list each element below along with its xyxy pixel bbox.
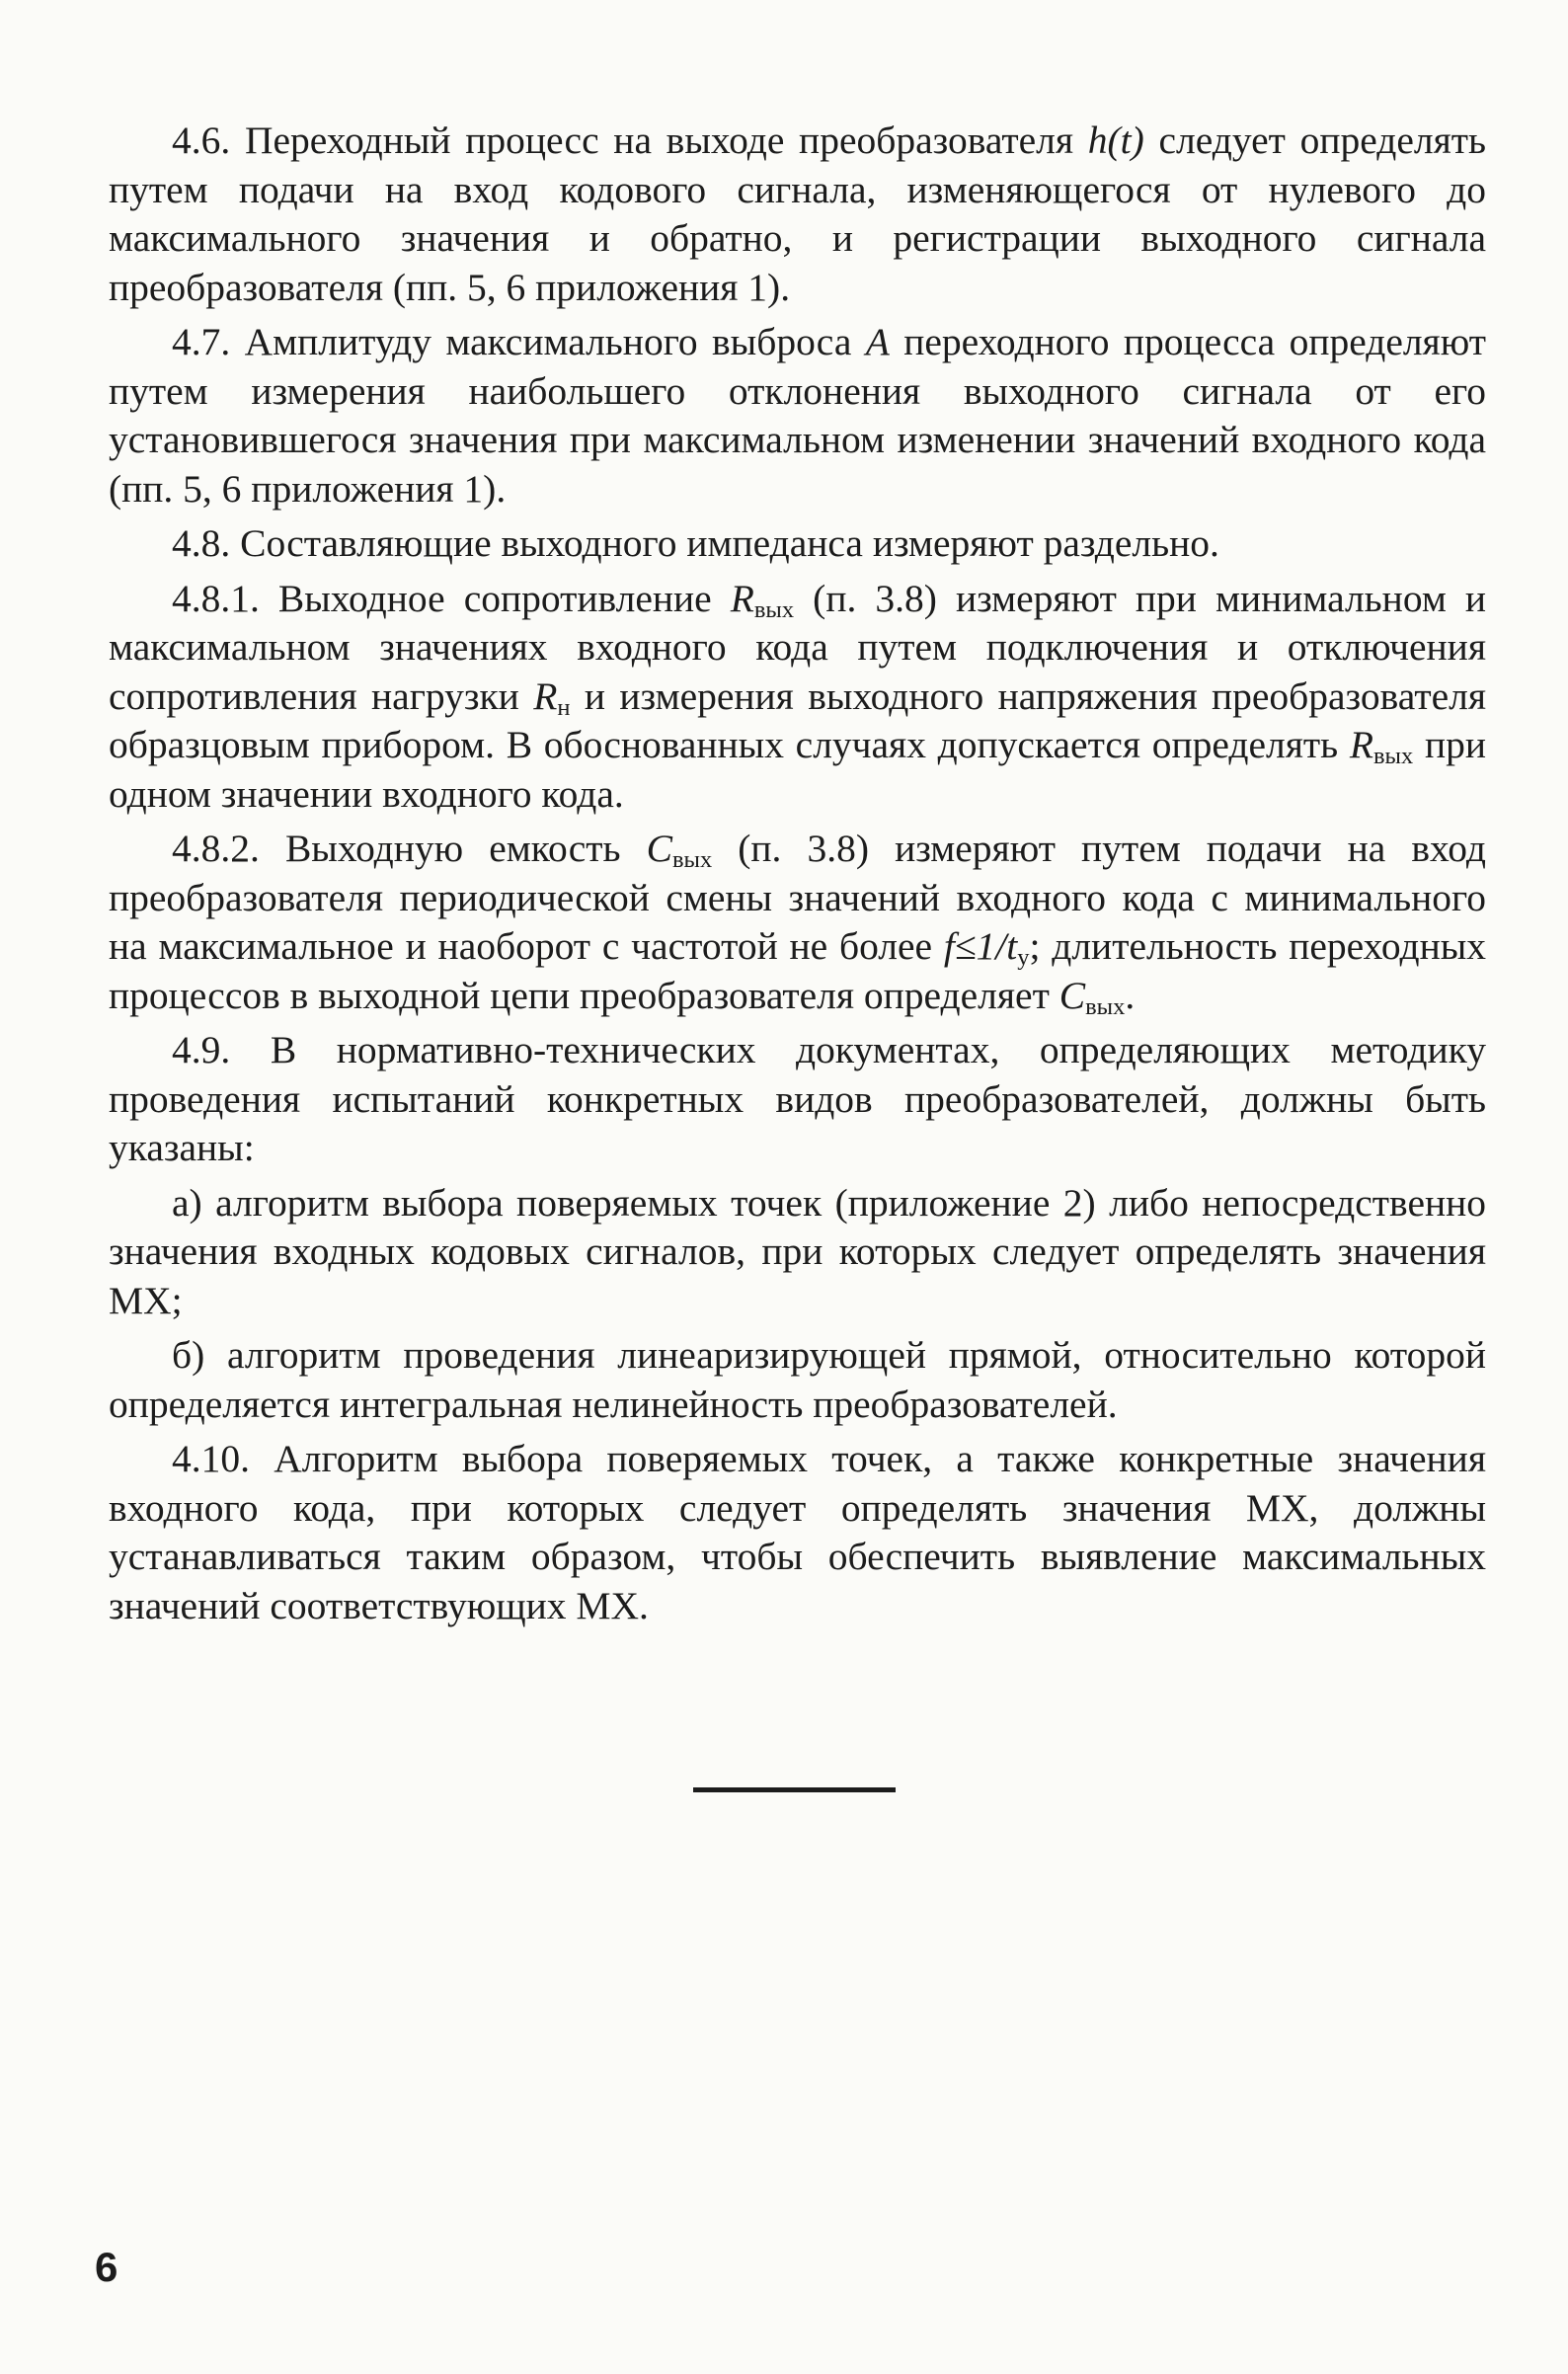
amplitude-symbol: A <box>865 320 890 363</box>
resistance-symbol: R <box>730 576 754 620</box>
frequency-formula: f≤1/t <box>943 924 1018 968</box>
paragraph-4-10 <box>109 1435 1486 1630</box>
resistance-symbol: R <box>1349 723 1373 766</box>
text: 4.9. В нормативно-технических документах, определяющих методику проведения испытаний конкретных видов преобразователей, должны быть указаны: <box>109 1028 1486 1169</box>
load-resistance-symbol: R <box>533 673 558 718</box>
text: (п. 3.8) измеряют при минимальном и максимальном значениях входного кода путем подключения и отключения сопротивления нагрузки <box>109 576 1486 718</box>
text: следует определять путем подачи на вход кодового сигнала, изменяющегося от нулевого до максимального значения и обратно, и регистрации выходного сигнала преобразователя (пп. 5, 6 приложения 1). <box>109 119 1487 309</box>
subscript: вых <box>753 595 795 623</box>
subscript: у <box>1017 944 1030 972</box>
subscript: вых <box>671 846 713 874</box>
subscript: вых <box>1373 743 1414 770</box>
text: переходного процесса определяют путем измерения наибольшего отклонения выходного сигнала от его установившегося значения при максимальном изменении значений входного кода (пп. 5, 6 приложения 1). <box>109 320 1486 511</box>
text: 4.8.2. Выходную емкость <box>172 827 647 870</box>
paragraph-4-9-b <box>109 1331 1486 1429</box>
text: 4.10. Алгоритм выбора поверяемых точек, а также конкретные значения входного кода, при которых следует определять значения МХ, должны устанавливаться таким образом, чтобы обеспечить выявление максимальных значений соответствующих МХ. <box>109 1437 1486 1627</box>
page-number: 6 <box>95 2244 118 2290</box>
text: (п. 3.8) измеряют путем подачи на вход преобразователя периодической смены значений входного кода с минимального на максимальное и наоборот с частотой не более <box>109 827 1486 968</box>
text: 4.8. Составляющие выходного импеданса измеряют раздельно. <box>172 521 1219 565</box>
paragraph-4-8 <box>109 519 1486 569</box>
end-of-section-rule <box>693 1787 896 1792</box>
text: ; длительность переходных процессов в выходной цепи преобразователя определяет <box>109 924 1487 1017</box>
subscript: н <box>557 693 571 721</box>
paragraph-4-6 <box>109 117 1486 312</box>
paragraph-4-8-2 <box>109 825 1486 1020</box>
text: 4.6. Переходный процесс на выходе преобразователя <box>172 119 1088 162</box>
subscript: вых <box>1085 992 1126 1020</box>
text: 4.7. Амплитуду максимального выброса <box>172 320 866 363</box>
paragraph-4-8-1 <box>109 575 1486 820</box>
capacitance-symbol: C <box>646 827 672 870</box>
text: при одном значении входного кода. <box>109 723 1486 816</box>
document-body <box>109 117 1486 1636</box>
text: б) алгоритм проведения линеаризирующей прямой, относительно которой определяется интегральная нелинейность преобразователей. <box>109 1333 1486 1426</box>
paragraph-4-9 <box>109 1026 1486 1173</box>
text: 4.8.1. Выходное сопротивление <box>172 576 731 620</box>
paragraph-4-7 <box>109 318 1486 514</box>
text: и измерения выходного напряжения преобразователя образцовым прибором. В обоснованных случаях допускается определять <box>109 673 1486 766</box>
paragraph-4-9-a <box>109 1179 1486 1326</box>
text: а) алгоритм выбора поверяемых точек (приложение 2) либо непосредственно значения входных кодовых сигналов, при которых следует определять значения МХ; <box>109 1180 1486 1322</box>
transfer-function-symbol: h(t) <box>1087 119 1144 162</box>
capacitance-symbol: C <box>1058 973 1086 1017</box>
text: . <box>1125 973 1136 1017</box>
